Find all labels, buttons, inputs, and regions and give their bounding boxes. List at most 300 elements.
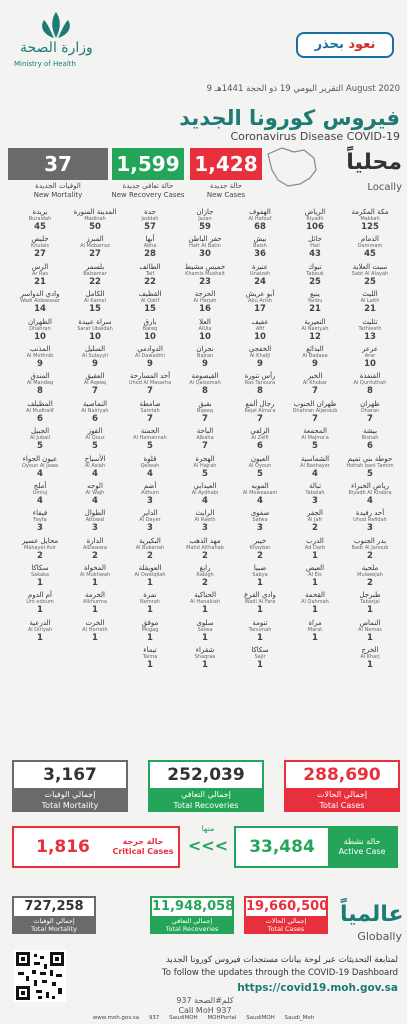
city-name-arabic: الرس [31,262,49,271]
dashboard-link[interactable]: https://covid19.moh.gov.sa [237,982,398,994]
new-recoveries-box: 1,599 [112,148,184,180]
city-case-count: 25 [309,276,321,287]
city-cell [345,646,395,673]
city-name-english: Shaqraa [194,654,216,661]
city-name-arabic: موقق [141,618,159,627]
city-case-count: 2 [202,578,208,589]
city-case-count: 7 [147,386,153,397]
city-case-count: 14 [34,304,46,315]
global-mortality-value: 727,258 [12,896,96,918]
city-case-count: 4 [92,495,98,506]
city-name-english: Khulais [30,243,50,250]
city-cell [180,455,230,482]
city-name-english: Adhum [141,489,159,496]
city-case-count: 6 [257,441,263,452]
city-cell [290,208,340,235]
city-name-arabic: الزلفي [250,427,270,436]
city-case-count: 1 [92,605,98,616]
city-cell [290,482,340,509]
city-name-arabic: المظيلف [27,399,53,408]
city-cell [70,263,120,290]
city-cell [235,619,285,646]
city-case-count: 1 [312,550,318,561]
global-mortality-label-ar: إجمالي الوفيات [33,917,75,925]
campaign-word-2: بحذر [314,37,344,52]
city-case-count: 2 [92,550,98,561]
city-name-arabic: ظهران الجنوب [293,399,337,408]
city-case-count: 10 [89,331,101,342]
critical-cases-label-en: Critical Cases [112,847,174,856]
new-cases-label [186,182,266,200]
city-name-arabic: خليص [31,235,49,244]
city-case-count: 28 [144,249,156,260]
city-name-english: Al Mobarraz [80,243,110,250]
city-cell [125,564,175,591]
of-which-label: منها [201,824,215,833]
city-name-english: Al Majma'a [301,435,329,442]
city-name-arabic: الأسياح [84,454,106,463]
city-case-count: 15 [144,304,156,315]
arrow-icon: <<< [187,836,229,855]
city-name-english: Al Qunfuthah [353,380,387,387]
city-case-count: 3 [312,495,318,506]
city-case-count: 8 [37,386,43,397]
city-case-count: 17 [254,304,266,315]
city-name-arabic: أم الدوم [28,591,52,600]
city-cell [180,509,230,536]
city-name-arabic: الحمنة [140,427,160,436]
moh-name-arabic: وزارة الصحة [20,40,93,56]
city-name-arabic: الخرت [85,618,105,627]
city-name-arabic: حوطة بني تميم [347,454,393,463]
city-name-arabic: جازان [196,208,214,216]
city-name-english: Balsamar [83,270,107,277]
total-recoveries-label-en: Total Recoveries [173,801,239,810]
city-name-english: Madinah [84,216,106,222]
new-mortality-label-ar: الوفيات الجديدة [35,182,81,190]
city-name-arabic: الحرجة [194,290,216,299]
city-case-count: 6 [92,413,98,424]
city-cell [15,263,65,290]
city-cell [235,235,285,262]
city-cell [180,318,230,345]
city-cell [290,455,340,482]
city-name-english: Arar [364,352,376,359]
city-name-arabic: الخرج [361,646,379,655]
campaign-logo [296,32,394,58]
city-case-count: 1 [37,578,43,589]
follow-text-arabic: لمتابعة التحديثات عبر لوحة بيانات مستجدات فيروس كورونا الجديد [165,955,398,965]
city-case-count: 3 [92,523,98,534]
city-name-arabic: محايل عسير [21,536,59,545]
city-case-count: 2 [147,550,153,561]
report-date-arabic: التقرير اليومي 19 ذو الحجة 1441هـ 9 August 2020 [206,84,400,94]
city-name-arabic: النماصية [82,399,108,408]
city-name-english: Al Qaisomah [189,380,221,387]
critical-cases-value: 1,816 [36,837,90,857]
city-case-count: 22 [144,276,156,287]
city-cell [70,208,120,235]
city-name-arabic: الحناكية [193,591,217,600]
city-case-count: 4 [37,495,43,506]
city-name-english: Fayfa [33,517,47,524]
city-name-english: Uhod Al Masarha [128,380,172,387]
city-name-arabic: الهفوف [249,208,271,216]
city-name-english: Al Mothnib [26,352,54,359]
city-name-arabic: مراة [308,618,322,627]
city-case-count: 43 [309,249,321,260]
city-name-arabic: الكامل [85,290,105,299]
new-cases-label-ar: حالة جديدة [210,182,242,190]
city-name-english: Al Qahmah [301,599,329,606]
city-name-arabic: طبرجل [359,591,381,600]
city-cell [15,235,65,262]
city-cell [180,591,230,618]
city-case-count: 4 [147,468,153,479]
city-name-english: Bareq [142,325,158,332]
city-case-count: 1 [202,605,208,616]
city-name-english: Al Horrath [82,626,108,633]
city-case-count: 21 [309,304,321,315]
city-name-arabic: أحد رفيدة [355,509,385,518]
city-name-english: Marat [307,626,323,633]
city-case-count: 5 [367,468,373,479]
city-name-arabic: رابغ [199,564,211,573]
city-name-english: Al Nairiyah [301,325,329,332]
city-name-english: Al Asiah [84,462,106,469]
critical-cases-box [12,826,180,868]
city-case-count: 5 [257,468,263,479]
social-link-4[interactable]: Saudi_Moh [284,1015,315,1021]
city-name-arabic: مكة المكرمة [351,208,389,216]
city-case-count: 6 [37,413,43,424]
city-name-arabic: بيشة [362,427,378,436]
city-name-arabic: بيش [253,235,267,244]
city-name-arabic: السليل [84,344,106,353]
city-name-english: Tabarjal [360,599,380,606]
city-name-english: Attowal [85,517,105,524]
city-name-arabic: بقيق [198,399,212,408]
city-name-arabic: مهد الذهب [189,536,221,545]
city-name-english: Mulaeejah [357,572,383,579]
city-name-english: Abu Arish [248,298,272,305]
city-case-count: 45 [34,222,46,232]
city-case-count: 1 [312,578,318,589]
city-name-english: Hottah bani Tamim [346,462,394,469]
city-name-arabic: الطائف [139,262,161,271]
city-case-count: 1 [257,578,263,589]
city-case-count: 30 [199,249,211,260]
city-name-arabic: الجبيل [30,427,50,436]
city-cell [180,427,230,454]
city-name-arabic: الخفجي [248,344,272,353]
city-name-english: Rejal Alma'a [244,407,276,414]
city-case-count: 6 [367,441,373,452]
city-cell [15,345,65,372]
city-case-count: 10 [199,331,211,342]
city-name-english: Buraidah [28,216,52,222]
city-name-arabic: القنفذة [359,372,381,381]
city-case-count: 57 [144,222,156,232]
city-name-arabic: ينبع [310,290,320,299]
new-cases-box: 1,428 [190,148,262,180]
global-mortality-label [12,917,96,934]
city-cell [290,509,340,536]
city-case-count: 13 [364,331,376,342]
city-cell [290,564,340,591]
globally-title-english: Globally [357,930,402,943]
city-case-count: 7 [312,413,318,424]
city-name-english: Taif [145,270,155,277]
city-cell [15,509,65,536]
campaign-word-1: نعود [348,37,376,52]
city-name-english: Al Oweiqilah [134,572,166,579]
city-case-count: 1 [257,632,263,643]
city-case-count: 4 [37,468,43,479]
city-name-arabic: سبت العلاية [352,262,388,271]
city-cell [180,263,230,290]
city-name-arabic: سكاكا [251,646,269,655]
city-name-arabic: العيدابي [193,481,217,490]
city-case-count: 59 [199,222,211,232]
city-case-count: 4 [312,468,318,479]
city-column [180,208,230,674]
city-name-english: Tabalah [305,489,325,496]
new-mortality-label-en: New Mortality [33,191,83,199]
city-name-english: Sajir [254,654,266,661]
city-name-arabic: الدوادمي [137,344,163,353]
city-cell [125,509,175,536]
city-cell [180,208,230,235]
city-name-arabic: عيون الجواء [22,454,58,463]
city-cell [235,208,285,235]
city-case-count: 3 [147,523,153,534]
phone-link[interactable]: 937 [148,1015,160,1021]
city-cell [290,400,340,427]
city-cell [15,208,65,235]
city-name-arabic: الهجرة [195,454,215,463]
city-name-arabic: القيصومة [191,372,219,381]
city-name-english: Taima [142,654,158,661]
city-cell [180,619,230,646]
city-cell [70,482,120,509]
city-case-count: 15 [89,304,101,315]
city-name-arabic: تبالة [308,481,322,490]
footer-bar [0,1012,407,1024]
city-name-english: Ar Ras [31,270,49,277]
city-case-count: 5 [147,441,153,452]
city-name-english: Dhahran Aljanoub [292,407,338,414]
city-name-arabic: بارق [143,317,157,326]
city-cell [345,318,395,345]
city-cell [235,455,285,482]
city-case-count: 7 [202,441,208,452]
city-name-arabic: فيفاء [32,509,48,518]
city-name-english: Dhahran [29,325,51,332]
total-recoveries-value: 252,039 [148,760,264,790]
city-name-english: Jeddah [141,216,159,222]
city-cell [15,290,65,317]
city-case-count: 10 [364,358,376,369]
city-cell [290,372,340,399]
city-cell [15,455,65,482]
city-cell [235,290,285,317]
city-case-count: 1 [202,660,208,671]
city-name-arabic: جدة [144,208,156,216]
website-link[interactable]: www.moh.gov.sa [92,1015,140,1021]
total-mortality-value: 3,167 [12,760,128,790]
active-cases-label-en: Active Case [338,847,386,856]
city-name-arabic: الرايث [195,509,215,518]
city-case-count: 5 [312,441,318,452]
city-name-english: Albaha [196,435,214,442]
city-name-arabic: بدر الجنوب [353,536,387,545]
city-case-count: 9 [92,358,98,369]
city-case-count: 1 [257,660,263,671]
city-name-arabic: رأس تنورة [244,372,276,381]
new-recoveries-label-en: New Recovery Cases [111,191,185,199]
city-name-english: Riyadh [306,216,324,222]
total-mortality-label-en: Total Mortality [41,801,99,810]
city-name-arabic: سراة عبيدة [78,317,112,326]
city-name-english: Unaizah [249,270,271,277]
city-case-count: 7 [312,386,318,397]
city-name-english: Najran [196,352,214,359]
city-cell [70,509,120,536]
city-name-arabic: وادي الدواسر [20,290,60,299]
city-case-count: 21 [34,276,46,287]
city-name-english: Yanbu [307,298,323,305]
global-mortality-label-en: Total Mortality [30,925,78,933]
city-name-arabic: الليث [362,290,378,299]
city-cell [235,345,285,372]
active-cases-value: 33,484 [249,837,315,857]
city-name-english: Al Nemas [358,626,382,633]
city-case-count: 8 [367,386,373,397]
city-name-english: Al Badaea [302,352,328,359]
city-name-arabic: العلا [199,317,211,326]
city-name-english: Qelwah [140,462,160,469]
social-link-1[interactable]: SaudiMOH [169,1015,198,1021]
city-name-arabic: نمرة [143,591,157,600]
city-name-arabic: صفوى [250,509,270,518]
city-name-english: Uhod Rafidah [353,517,387,524]
total-mortality-label [12,788,128,812]
city-case-count: 9 [202,358,208,369]
city-name-english: Ras Tanoura [244,380,276,387]
locally-title-arabic: محلياً [346,150,402,175]
city-name-arabic: العقيق [85,372,105,381]
city-case-count: 2 [257,550,263,561]
city-name-english: Al Zelfi [251,435,269,442]
city-name-arabic: عرعر [361,344,379,353]
city-name-arabic: حفر الباطن [188,235,222,244]
city-cell [125,263,175,290]
city-case-count: 3 [37,523,43,534]
city-name-english: Sabt Al Alayah [351,270,389,277]
city-cell [235,537,285,564]
city-case-count: 50 [89,222,101,232]
city-case-count: 4 [92,468,98,479]
city-cell [180,564,230,591]
city-case-count: 23 [199,276,211,287]
city-case-count: 25 [364,276,376,287]
city-name-english: Dammam [357,243,383,250]
city-name-arabic: ملحية [361,564,379,573]
city-name-english: Hail [310,243,320,250]
city-name-arabic: القحمة [305,591,325,600]
city-name-arabic: الداير [142,509,158,518]
city-case-count: 36 [254,249,266,260]
city-name-english: Wadi Aldawaser [20,298,60,305]
city-name-english: Sarat Ubaidah [77,325,113,332]
city-case-count: 1 [202,632,208,643]
global-cases-value: 19,660,500 [244,896,328,918]
city-case-count: 12 [309,331,321,342]
city-case-count: 7 [147,413,153,424]
city-case-count: 1 [312,605,318,616]
city-case-count: 7 [92,386,98,397]
city-name-arabic: نجران [196,344,214,353]
city-case-count: 125 [361,222,379,232]
city-name-english: Umluj [32,489,48,496]
city-cell [345,509,395,536]
critical-cases-label-ar: حالة حرجة [122,837,164,846]
social-link-3[interactable]: SaudiMOH [246,1015,275,1021]
city-name-arabic: الخبر [307,372,323,381]
city-name-english: Al Diriyah [27,626,53,633]
city-cell [345,591,395,618]
city-cell [235,427,285,454]
city-case-count: 22 [89,276,101,287]
city-name-english: Al Khafji [249,352,271,359]
city-name-english: Sabya [252,572,268,579]
city-cell [290,318,340,345]
city-name-english: Riyadh Al Khabra [348,489,392,496]
city-case-count: 4 [202,495,208,506]
city-cell [345,208,395,235]
city-name-english: Mogag [141,626,159,633]
city-case-count: 9 [37,358,43,369]
city-case-count: 3 [257,523,263,534]
city-name-english: Al Harjah [193,298,217,305]
city-cell [235,564,285,591]
city-name-arabic: القوز [87,427,103,436]
city-cell [125,235,175,262]
city-name-arabic: رجال ألمع [245,399,275,408]
city-name-english: Al Bashayer [300,462,330,469]
city-name-english: Al Aqeeq [83,380,107,387]
city-name-arabic: أبها [145,235,155,244]
city-cell [70,455,120,482]
city-cell [345,263,395,290]
city-name-english: Samtah [140,407,160,414]
qr-code-icon[interactable] [14,950,66,1002]
city-name-arabic: العيص [305,564,325,573]
city-cell [290,345,340,372]
city-cell [345,537,395,564]
follow-text-english: To follow the updates through the COVID-19 Dashboard [162,968,398,978]
social-link-2[interactable]: MOHPortal [207,1015,237,1021]
city-case-count: 1 [257,605,263,616]
city-cell [345,372,395,399]
city-cell [235,482,285,509]
city-name-arabic: العويقلة [138,564,162,573]
active-cases-label [328,828,396,866]
city-case-count: 1 [367,605,373,616]
new-recoveries-label [108,182,188,200]
global-cases-label [244,917,328,934]
